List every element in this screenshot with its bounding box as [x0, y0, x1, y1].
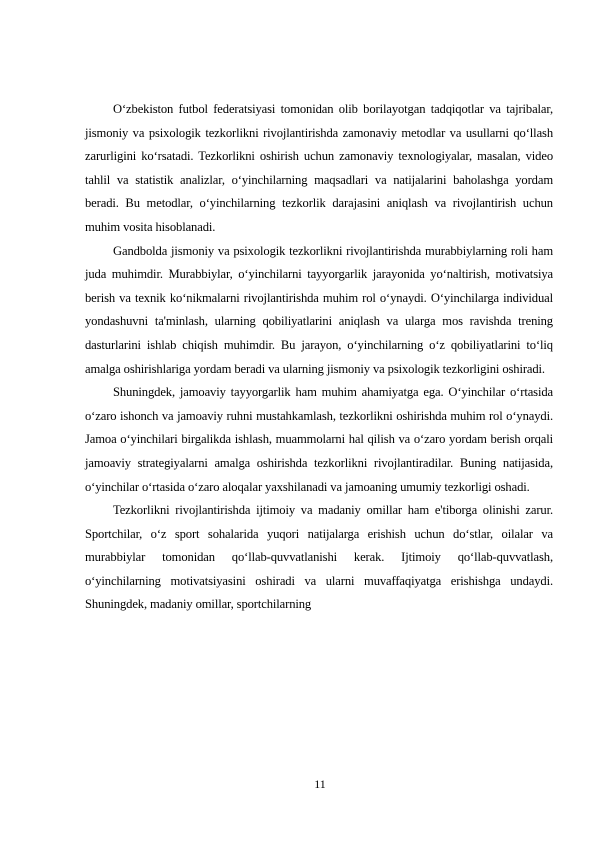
paragraph-3: Shuningdek, jamoaviy tayyorgarlik ham muhim ahamiyatga ega. O‘yinchilar o‘rtasida o‘zaro ishonch va jamoaviy ruhni mustahkamlash, tezkorlikni oshirishda muhim rol o‘ynaydi. Jamoa o‘yinchilari birgalikda ishlash, muammolarni hal qilish va o‘zaro yordam berish orqali jamoaviy strategiyalarni amalga oshirishda tezkorlikni rivojlantiradilar. Buning natijasida, o‘yinchilar o‘rtasida o‘zaro aloqalar yaxshilanadi va jamoaning umumiy tezkorligi oshadi. — [85, 385, 553, 494]
paragraph-1: O‘zbekiston futbol federatsiyasi tomonidan olib borilayotgan tadqiqotlar va tajribalar, jismoniy va psixologik tezkorlikni rivojlantirishda zamonaviy metodlar va usullarni qo‘llash zarurligini ko‘rsatadi. Tezkorlikni oshirish uchun zamonaviy texnologiyalar, masalan, video tahlil va statistik analizlar, o‘yinchilarning maqsadlari va natijalarini baholashga yordam beradi. Bu metodlar, o‘yinchilarning tezkorlik darajasini aniqlash va rivojlantirish uchun muhim vosita hisoblanadi. — [85, 102, 553, 234]
paragraph-4: Tezkorlikni rivojlantirishda ijtimoiy va madaniy omillar ham e'tiborga olinishi zarur. Sportchilar, o‘z sport sohalarida yuqori natijalarga erishish uchun do‘stlar, oilalar va murabbiylar tomonidan qo‘llab-quvvatlanishi kerak. Ijtimoiy qo‘llab-quvvatlash, o‘yinchilarning motivatsiyasini oshiradi va ularni muvaffaqiyatga erishishga undaydi. Shuningdek, madaniy omillar, sportchilarning — [85, 503, 553, 612]
paragraph-2: Gandbolda jismoniy va psixologik tezkorlikni rivojlantirishda murabbiylarning roli ham juda muhimdir. Murabbiylar, o‘yinchilarni tayyorgarlik jarayonida yo‘naltirish, motivatsiya berish va texnik ko‘nikmalarni rivojlantirishda muhim rol o‘ynaydi. O‘yinchilarga individual yondashuvni ta'minlash, ularning qobiliyatlarini aniqlash va ularga mos ravishda trening dasturlarini ishlab chiqish muhimdir. Bu jarayon, o‘yinchilarning o‘z qobiliyatlarini to‘liq amalga oshirishlariga yordam beradi va ularning jismoniy va psixologik tezkorligini oshiradi. — [85, 243, 553, 376]
page-number: 11 — [314, 777, 326, 791]
body-text — [85, 98, 553, 617]
